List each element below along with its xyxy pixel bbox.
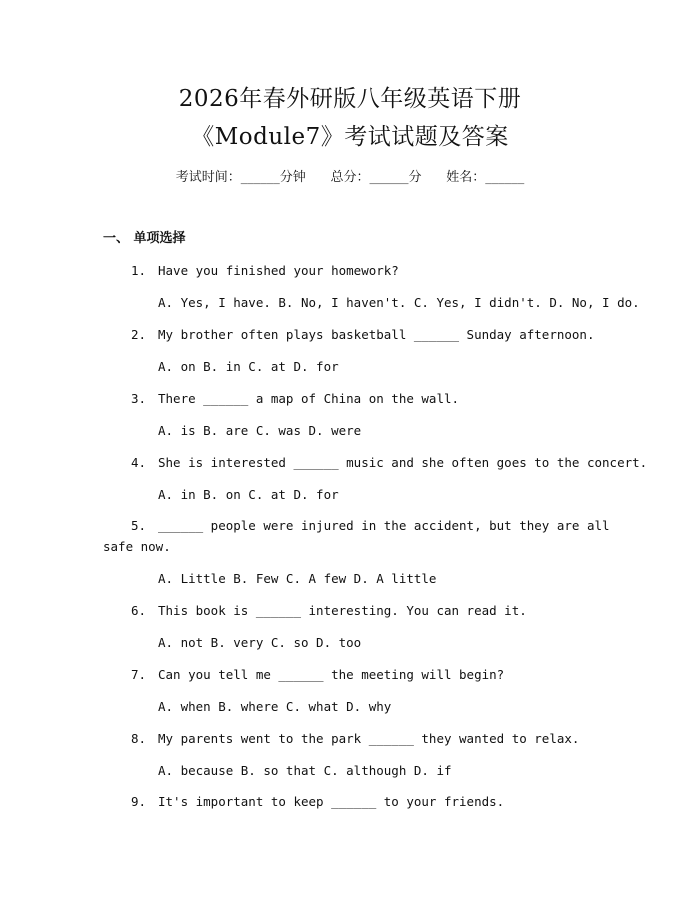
question-number: 1. bbox=[131, 263, 147, 278]
question-options: A. on B. in C. at D. for bbox=[158, 359, 339, 374]
question-options: A. Yes, I have. B. No, I haven't. C. Yes, I didn't. D. No, I do. bbox=[158, 295, 640, 310]
question-number: 8. bbox=[131, 731, 147, 746]
question-stem: It's important to keep ______ to your friends. bbox=[158, 794, 505, 809]
question-stem: My parents went to the park ______ they wanted to relax. bbox=[158, 731, 580, 746]
question-options: A. not B. very C. so D. too bbox=[158, 635, 362, 650]
section-title-multiple-choice: 一、 单项选择 bbox=[103, 231, 186, 246]
question-stem: Have you finished your homework? bbox=[158, 263, 399, 278]
question-number: 5. bbox=[131, 518, 147, 533]
question-number: 6. bbox=[131, 603, 147, 618]
question-stem: There ______ a map of China on the wall. bbox=[158, 391, 460, 406]
exam-title-line1: 2026年春外研版八年级英语下册 bbox=[178, 86, 522, 112]
question-options: A. is B. are C. was D. were bbox=[158, 423, 362, 438]
question-stem-continuation: safe now. bbox=[103, 539, 171, 554]
question-stem: This book is ______ interesting. You can read it. bbox=[158, 603, 527, 618]
question-stem: She is interested ______ music and she often goes to the concert. bbox=[158, 455, 648, 470]
question-options: A. because B. so that C. although D. if bbox=[158, 763, 452, 778]
exam-title-line2: 《Module7》考试试题及答案 bbox=[191, 124, 509, 150]
question-number: 9. bbox=[131, 794, 147, 809]
question-stem: My brother often plays basketball ______ Sunday afternoon. bbox=[158, 327, 595, 342]
exam-meta-info: 考试时间：______分钟 总分：______分 姓名：______ bbox=[175, 170, 525, 185]
question-stem: ______ people were injured in the accident, but they are all bbox=[158, 518, 610, 533]
question-number: 4. bbox=[131, 455, 147, 470]
question-stem: Can you tell me ______ the meeting will begin? bbox=[158, 667, 505, 682]
question-options: A. Little B. Few C. A few D. A little bbox=[158, 571, 437, 586]
question-number: 2. bbox=[131, 327, 147, 342]
question-number: 7. bbox=[131, 667, 147, 682]
question-options: A. when B. where C. what D. why bbox=[158, 699, 392, 714]
question-options: A. in B. on C. at D. for bbox=[158, 487, 339, 502]
question-number: 3. bbox=[131, 391, 147, 406]
